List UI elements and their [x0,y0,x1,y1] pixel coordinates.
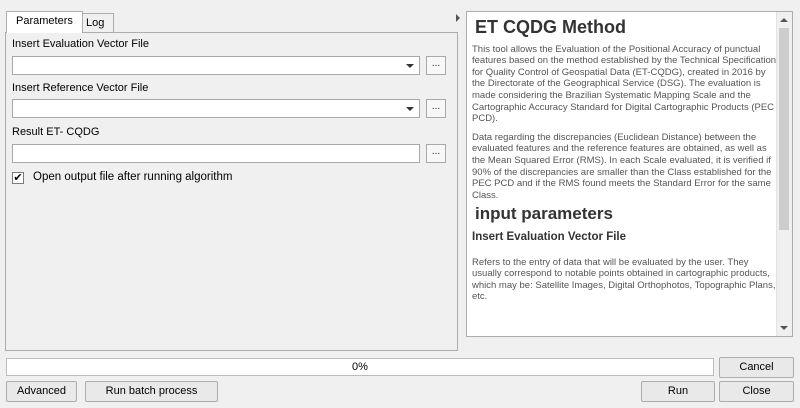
check-icon: ✔ [13,172,23,184]
progress-text: 0% [352,361,368,373]
help-title: ET CQDG Method [475,17,626,37]
cancel-button[interactable]: Cancel [719,357,794,378]
result-browse-button[interactable]: ... [426,144,446,163]
result-label: Result ET- CQDG [12,126,100,138]
advanced-button[interactable]: Advanced [6,381,77,402]
scroll-down-icon[interactable] [780,326,788,330]
close-button[interactable]: Close [719,381,794,402]
help-scrollbar[interactable] [776,12,792,336]
chevron-down-icon [406,107,414,111]
collapse-arrow-icon[interactable] [456,14,460,22]
eval-vector-browse-button[interactable]: ... [426,56,446,75]
eval-vector-label: Insert Evaluation Vector File [12,38,149,50]
scroll-up-icon[interactable] [780,18,788,22]
ref-vector-combo[interactable] [12,99,420,118]
result-output-field[interactable] [12,144,420,163]
eval-vector-combo[interactable] [12,56,420,75]
ref-vector-browse-button[interactable]: ... [426,99,446,118]
help-subheading-eval-vector: Insert Evaluation Vector File [472,230,627,243]
help-panel [466,11,793,337]
parameters-panel [5,32,458,351]
help-paragraph-2: Data regarding the discrepancies (Euclidean Distance) between the evaluated features and the reference features are obtained, as well as the Mean Squared Error (RMS). In each Scale evaluated, it is verified if 90% of the discrepancies are smaller than the Class established for the PEC PCD and if the RMS found meets the Standard Error for the same Class. [472,131,772,201]
ref-vector-label: Insert Reference Vector File [12,82,149,94]
help-paragraph-3: Refers to the entry of data that will be evaluated by the user. They usually correspond to notable points obtained in cartographic products, which may be: Satellite Images, Digital Orthophotos, Topographic Plans, etc. [472,256,776,303]
open-output-label: Open output file after running algorithm [33,171,233,183]
scroll-thumb[interactable] [779,28,789,230]
chevron-down-icon [406,64,414,68]
help-heading-input-parameters: input parameters [475,204,613,224]
help-paragraph-1: This tool allows the Evaluation of the Positional Accuracy of punctual features based on the method established by the Technical Specification for Quality Control of Geospatial Data (ET-CQDG), created in 2016 by the Directorate of the Geographical Service (DSG). The evaluation is made considering the Brazilian Systematic Mapping Scale and the Cartographic Accuracy Standard for Digital Cartographic Products (PEC PCD). [472,43,777,125]
open-output-checkbox[interactable] [12,172,24,184]
run-button[interactable]: Run [641,381,715,402]
tab-log[interactable]: Log [76,13,114,33]
tab-parameters[interactable]: Parameters [6,11,83,33]
run-batch-button[interactable]: Run batch process [85,381,218,402]
progress-bar [6,358,714,376]
